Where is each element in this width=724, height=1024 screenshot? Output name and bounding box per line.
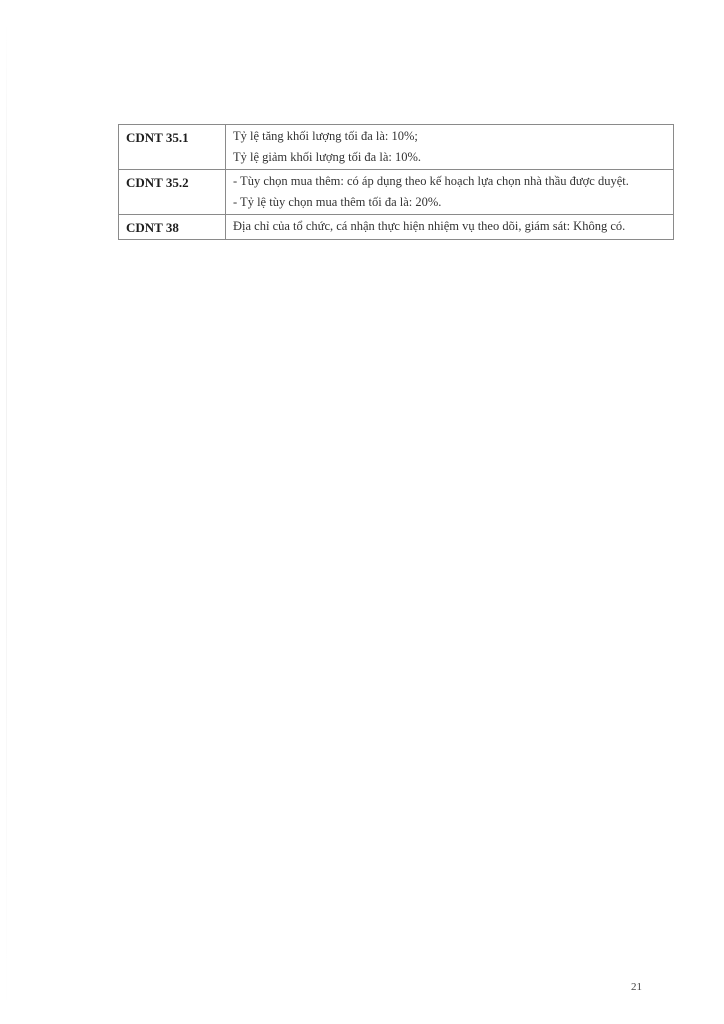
content-line: Tỷ lệ giảm khối lượng tối đa là: 10%.	[233, 150, 422, 164]
page-number: 21	[631, 981, 642, 993]
content-line: - Tùy chọn mua thêm: có áp dụng theo kế hoạch lựa chọn nhà thầu được duyệt.	[233, 174, 629, 188]
row-content	[226, 125, 674, 170]
table-row	[119, 125, 674, 170]
row-code: CDNT 38	[119, 215, 226, 240]
table-row	[119, 215, 674, 240]
scan-edge-shadow	[6, 20, 7, 1020]
row-code: CDNT 35.1	[119, 125, 226, 170]
row-code: CDNT 35.2	[119, 170, 226, 215]
content-line: - Tỷ lệ tùy chọn mua thêm tối đa là: 20%.	[233, 195, 442, 209]
content-line: Địa chỉ của tổ chức, cá nhận thực hiện nhiệm vụ theo dõi, giám sát: Không có.	[233, 219, 626, 233]
table-row	[119, 170, 674, 215]
content-line: Tỷ lệ tăng khối lượng tối đa là: 10%;	[233, 129, 418, 143]
row-content	[226, 215, 674, 240]
row-content	[226, 170, 674, 215]
cdnt-table	[118, 124, 674, 240]
